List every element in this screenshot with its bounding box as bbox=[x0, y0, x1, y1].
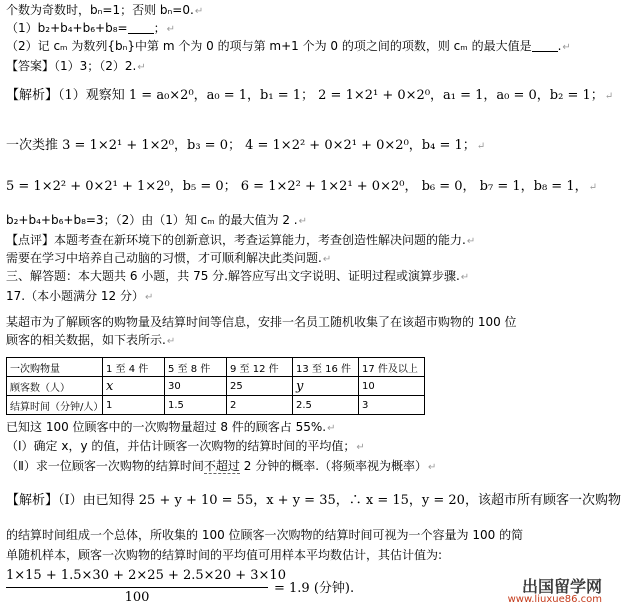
text-line-condition: 个数为奇数时，bₙ=1；否则 bₙ=0.↵ bbox=[6, 3, 204, 17]
section-heading: 三、解答题：本大题共 6 小题，共 75 分.解答应写出文字说明、证明过程或演算步骤.↵ bbox=[6, 269, 470, 283]
answer-blank-2 bbox=[532, 39, 558, 52]
answer-blank-1 bbox=[128, 21, 154, 34]
table-cell: 2 bbox=[227, 396, 293, 415]
answer-line: 【答案】（1）3；（2）2.↵ bbox=[6, 59, 146, 73]
fraction-denominator: 100 bbox=[124, 590, 150, 605]
fraction-bar bbox=[6, 587, 268, 588]
shopping-data-table bbox=[6, 357, 425, 415]
known-condition: 已知这 100 位顾客中的一次购物量超过 8 件的顾客占 55%.↵ bbox=[6, 420, 336, 434]
table-cell: 9 至 12 件 bbox=[227, 358, 293, 377]
question-17-title: 17.（本小题满分 12 分）↵ bbox=[6, 289, 154, 303]
table-cell: 13 至 16 件 bbox=[293, 358, 359, 377]
table-cell: 2.5 bbox=[293, 396, 359, 415]
question-part-1: （1）b₂+b₄+b₆+b₈= ；↵ bbox=[6, 21, 175, 35]
table-cell: 10 bbox=[359, 377, 425, 396]
analysis-line-1: 【解析】（1）观察知 1 = a₀×2⁰，a₀ = 1，b₁ = 1； 2 = 1×2¹ + 0×2⁰，a₁ = 1，a₀ = 0，b₂ = 1；↵ bbox=[6, 88, 614, 103]
table-cell: y bbox=[293, 377, 359, 396]
question-17-text-1: 某超市为了解顾客的购物量及结算时间等信息，安排一名员工随机收集了在该超市购物的 100 位 bbox=[6, 315, 517, 329]
review-line-2: 需要在学习中培养自己动脑的习惯，才可顺利解决此类问题.↵ bbox=[6, 251, 332, 265]
table-cell: 30 bbox=[165, 377, 227, 396]
table-cell: 结算时间（分钟/人） bbox=[7, 396, 103, 415]
solution-line-3: 单随机样本，顾客一次购物的结算时间的平均值可用样本平均数估计，其估计值为: bbox=[6, 548, 443, 562]
analysis-line-2: 一次类推 3 = 1×2¹ + 1×2⁰，b₃ = 0； 4 = 1×2² + 0×2¹ + 0×2⁰，b₄ = 1；↵ bbox=[6, 138, 486, 153]
fraction-numerator: 1×15 + 1.5×30 + 2×25 + 2.5×20 + 3×10 bbox=[6, 568, 286, 583]
table-header-row bbox=[7, 358, 425, 377]
sub-question-1: （Ⅰ）确定 x，y 的值，并估计顾客一次购物的结算时间的平均值；↵ bbox=[6, 439, 365, 453]
solution-line-1: 【解析】（Ⅰ）由已知得 25 + y + 10 = 55，x + y = 35，∴ x = 15，y = 20，该超市所有顾客一次购物 bbox=[6, 493, 621, 508]
table-cell: 一次购物量 bbox=[7, 358, 103, 377]
table-cell: 1 至 4 件 bbox=[103, 358, 165, 377]
analysis-line-4: b₂+b₄+b₆+b₈=3；（2）由（1）知 cₘ 的最大值为 2 .↵ bbox=[6, 213, 308, 227]
table-cell: 1.5 bbox=[165, 396, 227, 415]
question-part-2: （2）记 cₘ 为数列{bₙ}中第 m 个为 0 的项与第 m+1 个为 0 的项之间的项数，则 cₘ 的最大值是 .↵ bbox=[6, 39, 571, 53]
review-line-1: 【点评】本题考查在新环境下的创新意识，考查运算能力，考查创造性解决问题的能力.↵ bbox=[6, 233, 476, 247]
watermark-name: 出国留学网 bbox=[521, 577, 602, 596]
analysis-line-3: 5 = 1×2² + 0×2¹ + 1×2⁰，b₅ = 0； 6 = 1×2² + 1×2¹ + 0×2⁰， b₆ = 0， b₇ = 1，b₈ = 1，↵ bbox=[6, 179, 597, 194]
sub-question-2: （Ⅱ）求一位顾客一次购物的结算时间不超过 2 分钟的概率.（将频率视为概率）↵ bbox=[6, 459, 437, 473]
table-row-customer-count bbox=[7, 377, 425, 396]
question-17-text-2: 顾客的相关数据，如下表所示.↵ bbox=[6, 333, 176, 347]
table-cell: 17 件及以上 bbox=[359, 358, 425, 377]
solution-line-2: 的结算时间组成一个总体，所收集的 100 位顾客一次购物的结算时间可视为一个容量为 100 的简 bbox=[6, 528, 524, 542]
table-cell: 5 至 8 件 bbox=[165, 358, 227, 377]
site-watermark-logo bbox=[484, 574, 602, 608]
table-cell: x bbox=[103, 377, 165, 396]
table-cell: 25 bbox=[227, 377, 293, 396]
table-cell: 1 bbox=[103, 396, 165, 415]
table-cell: 顾客数（人） bbox=[7, 377, 103, 396]
fraction-result: = 1.9 (分钟). bbox=[274, 581, 355, 596]
table-row-checkout-time bbox=[7, 396, 425, 415]
watermark-url: www.liuxue86.com bbox=[507, 594, 602, 605]
table-cell: 3 bbox=[359, 396, 425, 415]
